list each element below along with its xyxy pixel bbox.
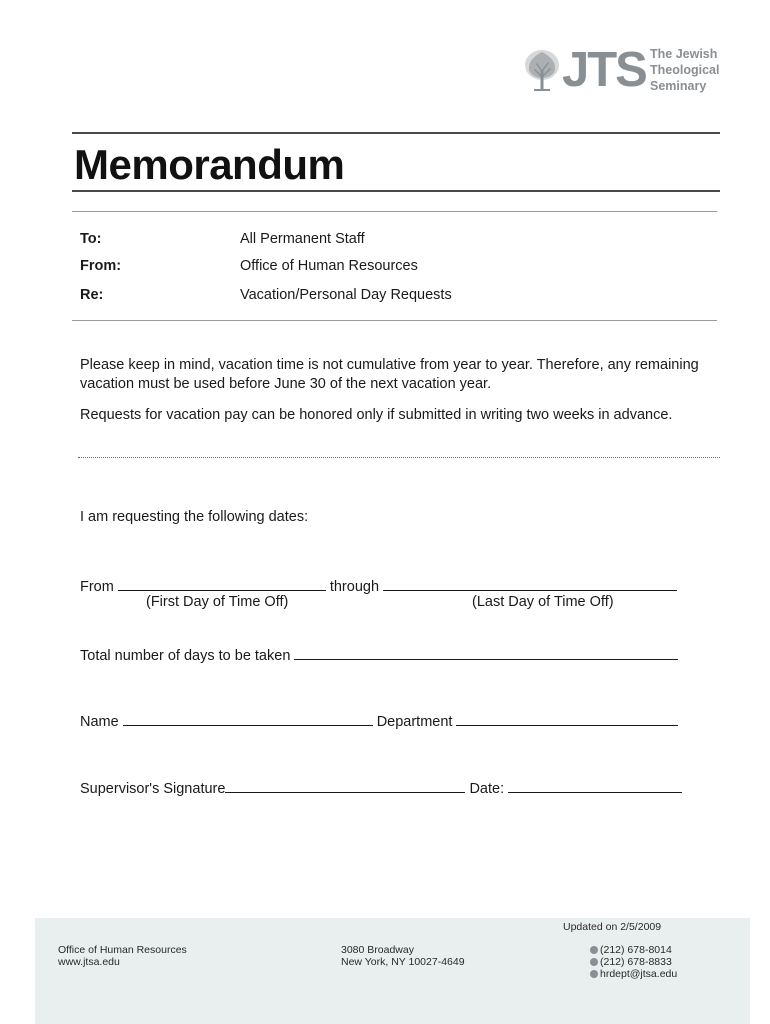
department-label: Department [376,714,453,730]
from-label: From: [80,258,122,274]
signature-field[interactable] [225,778,465,793]
email-row [590,968,677,980]
name-field[interactable] [123,711,373,726]
signature-label: Supervisor's Signature [80,781,226,797]
date-label: Date: [469,781,505,797]
fax-number: (212) 678-8833 [600,956,672,968]
fax-row [590,956,672,968]
footer [35,918,750,1024]
updated-date: Updated on 2/5/2009 [563,921,662,933]
phone-row [590,944,672,956]
to-label: To: [80,231,102,247]
total-days-field[interactable] [294,645,678,660]
to-value: All Permanent Staff [240,231,365,247]
date-field[interactable] [508,778,682,793]
body-paragraph: Please keep in mind, vacation time is not cumulative from year to year. Therefore, any remaining vacation must be used before June 30 of the next vacation year. [80,357,699,392]
address-line: 3080 Broadway [341,944,414,956]
date-range-row [80,576,681,595]
through-label: through [329,579,380,595]
total-days-row [80,645,682,664]
logo-name-line: Seminary [650,79,707,93]
from-date-label: From [80,579,114,595]
address-line: New York, NY 10027-4649 [341,956,465,968]
re-label: Re: [80,287,104,303]
last-day-field[interactable] [383,576,677,591]
email-icon [590,970,598,978]
section-divider [78,457,720,458]
header-top-rule [72,211,717,212]
title-top-rule [72,132,720,134]
logo-name-line: The Jewish [650,47,718,61]
website-link[interactable]: www.jtsa.edu [58,956,120,968]
tree-icon [522,48,562,92]
from-value: Office of Human Resources [240,258,418,274]
logo-name [650,46,719,94]
logo-name-line: Theological [650,63,720,77]
office-name: Office of Human Resources [58,944,187,956]
logo-mark: JTS [562,43,646,97]
total-days-label: Total number of days to be taken [80,648,291,664]
phone-icon [590,946,598,954]
fax-icon [590,958,598,966]
re-value: Vacation/Personal Day Requests [240,287,452,303]
name-label: Name [80,714,119,730]
header-bottom-rule [72,320,717,321]
last-day-caption: (Last Day of Time Off) [472,594,614,610]
name-department-row [80,711,682,730]
body-paragraph: Requests for vacation pay can be honored only if submitted in writing two weeks in advance. [80,407,673,423]
department-field[interactable] [456,711,678,726]
page-title: Memorandum [74,141,345,188]
first-day-field[interactable] [118,576,326,591]
first-day-caption: (First Day of Time Off) [146,594,289,610]
email-link[interactable]: hrdept@jtsa.edu [600,968,678,980]
jts-logo [522,44,732,96]
form-intro: I am requesting the following dates: [80,509,309,525]
title-bottom-rule [72,190,720,192]
phone-number: (212) 678-8014 [600,944,672,956]
signature-date-row [80,778,686,797]
